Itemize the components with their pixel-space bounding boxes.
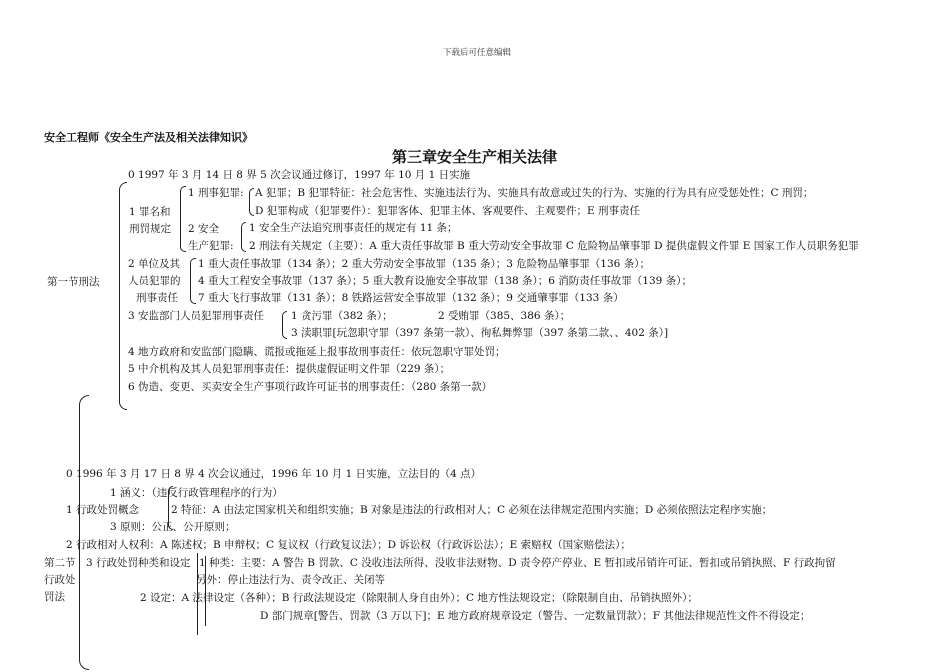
criminal-law-intro: 0 1997 年 3 月 14 日 8 界 5 次会议通过修订，1997 年 10 月 1 日实施 <box>128 169 471 181</box>
crime-name-label-line2: 刑罚规定 <box>129 223 171 235</box>
chapter-title: 第三章安全生产相关法律 <box>392 148 558 166</box>
criminal-offense-items-abc: A 犯罪；B 犯罪特征：社会危害性、实施违法行为、实施具有故意或过失的行为、实施的行为具有应受惩处性；C 刑罚； <box>255 187 814 199</box>
criminal-offense-label: 1 刑事犯罪: <box>188 187 244 199</box>
penalty-principles: 3 原则：公正、公开原则； <box>110 521 236 533</box>
safety-crime-label-line2: 生产犯罪: <box>188 240 234 252</box>
unit-crime-brace <box>190 258 196 304</box>
penalty-kinds-label: 3 行政处罚种类和设定 <box>86 557 191 569</box>
safety-crime-item-2: 2 刑法有关规定（主要）：A 重大责任事故罪 B 重大劳动安全事故罪 C 危险物品肇事罪 D 提供虚假文件罪 E 国家工作人员职务犯罪 <box>249 240 859 252</box>
crime-name-label-line1: 1 罪名和 <box>129 206 171 218</box>
section-admin-label-line1: 第二节 <box>44 557 76 569</box>
penalty-setting-d: D 部门规章[警告、罚款（3 万以下]；E 地方政府规章设定（警告、一定数量罚款）；F 其他法律规范性文件不得设定； <box>260 610 811 622</box>
section-criminal-law-label: 第一节刑法 <box>47 276 100 288</box>
safety-crime-brace <box>241 222 246 252</box>
safety-crime-item-1: 1 安全生产法追究刑事责任的规定有 11 条； <box>249 222 458 234</box>
criminal-offense-items-de: D 犯罪构成（犯罪要件）：犯罪客体、犯罪主体、客观要件、主观要件；E 刑事责任 <box>255 205 641 217</box>
party-rights: 2 行政相对人权利：A 陈述权；B 申辩权；C 复议权（行政复议法）；D 诉讼权（行政诉讼法）；E 索赔权（国家赔偿法）； <box>66 539 631 551</box>
penalty-meaning: 1 涵义：（违反行政管理程序的行为） <box>110 487 283 499</box>
penalty-kinds: 1 种类：主要：A 警告 B 罚款、C 没收违法所得、没收非法财物、D 责令停产停业、E 暂扣或吊销许可证、暂扣或吊销执照、F 行政拘留 <box>199 557 836 569</box>
section-admin-label-line2: 行政处 <box>44 574 76 586</box>
penalty-setting: 2 设定：A 法律设定（各种）；B 行政法规设定（除限制人身自由外）；C 地方性法规设定；（除限制自由、吊销执照外）； <box>140 592 698 604</box>
document-title: 安全工程师《安全生产法及相关法律知识》 <box>44 131 253 144</box>
page-header-note: 下载后可任意编辑 <box>443 48 512 58</box>
regulator-crime-item-1: 1 贪污罪（382 条）； <box>291 310 393 322</box>
criminal-item-4: 4 地方政府和安监部门隐瞒、谎报或拖延上报事故刑事责任：依玩忽职守罪处罚； <box>128 346 506 358</box>
penalty-concept-label: 1 行政处罚概念 <box>66 504 140 516</box>
unit-crime-label-line2: 人员犯罪的 <box>128 275 181 287</box>
regulator-crime-item-2: 2 受贿罪（385、386 条）； <box>438 310 571 322</box>
unit-crime-item-1: 1 重大责任事故罪（134 条）；2 重大劳动安全事故罪（135 条）；3 危险物品肇事罪（136 条）； <box>198 258 650 270</box>
criminal-item-6: 6 伪造、变更、买卖安全生产事项行政许可证书的刑事责任：（280 条第一款） <box>128 381 493 393</box>
criminal-item-5: 5 中介机构及其人员犯罪刑事责任：提供虚假证明文件罪（229 条）； <box>128 363 451 375</box>
admin-law-intro: 0 1996 年 3 月 17 日 8 界 4 次会议通过，1996 年 10 月 1 日实施，立法目的（4 点） <box>66 468 482 480</box>
section1-main-brace <box>119 182 127 410</box>
unit-crime-item-2: 4 重大工程安全事故罪（137 条）；5 重大教育设施安全事故罪（138 条）；6 消防责任事故罪（139 条）； <box>198 275 692 287</box>
criminal-offense-brace <box>249 188 254 216</box>
unit-crime-label-line1: 2 单位及其 <box>128 258 181 270</box>
crime-name-brace <box>180 186 186 252</box>
regulator-crime-brace <box>282 311 287 339</box>
unit-crime-label-line3: 刑事责任 <box>136 292 178 304</box>
penalty-features: 2 特征：A 由法定国家机关和组织实施；B 对象是违法的行政相对人；C 必须在法律规定范围内实施；D 必须依照法定程序实施； <box>171 504 773 516</box>
unit-crime-item-3: 7 重大飞行事故罪（131 条）；8 铁路运营安全事故罪（132 条）；9 交通肇事罪（133 条） <box>198 292 624 304</box>
section2-main-brace <box>79 395 89 670</box>
safety-crime-label-line1: 2 安全 <box>188 223 220 235</box>
section-admin-label-line3: 罚法 <box>44 591 65 603</box>
penalty-kinds-other: 另外：停止违法行为、责令改正、关闭等 <box>196 574 385 586</box>
regulator-crime-item-3: 3 渎职罪[玩忽职守罪（397 条第一款）、徇私舞弊罪（397 条第二款、、402 条）] <box>291 327 669 339</box>
regulator-crime-label: 3 安监部门人员犯罪刑事责任 <box>128 310 265 322</box>
